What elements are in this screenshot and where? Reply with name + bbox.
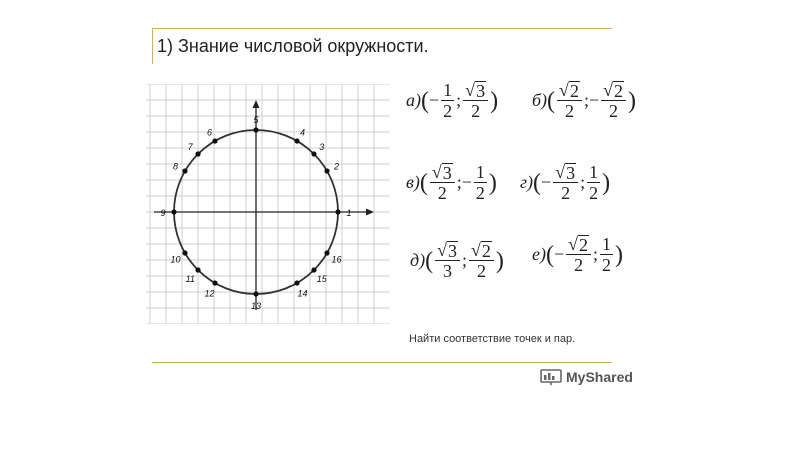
circle-point-label: 1 [346,208,352,218]
pair-g-y-num: 1 [589,162,599,182]
circle-point-label: 10 [170,254,181,265]
pair-a-x-num: 1 [443,80,453,100]
paren-close: ) [628,87,636,114]
slide-title: 1) Знание числовой окружности. [157,36,429,56]
pair-d [410,240,504,281]
pair-g-x-num-wrap [553,162,578,183]
circle-point-9 [171,209,176,214]
sqrt-icon: √ [555,162,566,182]
graph-paper-grid [146,84,390,324]
circle-point-label: 14 [297,288,308,299]
paren-close: ) [488,169,497,196]
circle-point-label: 2 [334,161,340,172]
pair-b-y-sign: − [588,90,600,110]
paren-open: ( [419,169,428,196]
circle-point-8 [182,168,187,173]
circle-point-5 [253,127,258,132]
pair-e-y [600,234,613,275]
pair-a [406,80,498,121]
circle-point-13 [253,291,258,296]
paren-open: ( [421,87,429,114]
pair-g-label: г) [520,172,534,192]
circle-point-7 [195,151,200,156]
pair-a-y [463,80,488,121]
circle-point-2 [324,168,329,173]
separator: ; [456,90,462,110]
pair-v-y-sign: − [461,172,472,192]
pair-d-x-den: 3 [443,261,453,281]
pair-v-x [430,162,455,203]
sqrt-icon: √ [603,80,613,100]
circle-point-6 [212,138,217,143]
circle-point-label: 11 [185,273,195,284]
circle-point-4 [294,138,299,143]
paren-open: ( [533,169,542,196]
sqrt-icon: √ [431,162,442,182]
circle-point-label: 6 [206,127,213,138]
pair-g-x-num: 3 [566,163,576,183]
separator: ; [593,244,599,264]
pair-a-x [441,80,454,121]
circle-point-label: 12 [204,288,215,299]
circle-point-label: 7 [187,142,193,153]
circle-point-label: 8 [172,161,178,172]
pair-d-y-num: 2 [481,241,491,261]
pair-d-x-num: 3 [448,241,457,261]
pair-e [532,234,623,275]
pair-e-x-num: 2 [579,235,589,255]
top-rule [152,28,612,29]
circle-point-label: 15 [316,273,327,284]
circle-point-10 [182,250,187,255]
pair-v-y [474,162,487,203]
pair-d-y-num-wrap [469,240,494,261]
pair-a-y-num-wrap [463,80,488,101]
pair-g-x-den: 2 [561,183,571,203]
sqrt-icon: √ [465,80,476,100]
pair-d-x-num-wrap [435,240,460,261]
pair-e-label: е) [532,244,546,264]
pair-g-y-den: 2 [589,183,599,203]
pair-a-y-den: 2 [471,101,481,121]
bottom-rule [152,362,612,363]
task-text: Найти соответствие точек и пар. [409,333,576,345]
pair-v-y-num: 1 [475,162,485,182]
circle-point-11 [195,267,200,272]
myshared-logo[interactable] [540,368,633,386]
paren-open: ( [547,87,556,114]
pair-d-y [469,240,494,281]
number-circle [146,84,390,324]
pair-b-y-den: 2 [609,101,619,121]
circle-point-label: 13 [250,301,262,311]
pair-g-y [587,162,600,203]
pair-v-y-den: 2 [475,183,485,203]
pair-d-x [435,240,460,281]
paren-close: ) [602,169,611,196]
separator: ; [583,90,589,110]
pair-b-y-num: 2 [614,81,623,101]
circle-point-label: 9 [160,208,166,218]
paren-open: ( [425,247,434,274]
circle-point-label: 4 [299,127,306,138]
circle-point-16 [324,250,329,255]
pair-b [532,80,636,121]
paren-close: ) [490,87,499,114]
sqrt-icon: √ [568,234,579,254]
pair-e-x [566,234,591,275]
circle-point-15 [311,267,316,272]
pair-b-x-num: 2 [569,81,579,101]
pair-v-x-den: 2 [437,183,447,203]
pair-b-x-num-wrap [557,80,582,101]
sqrt-icon: √ [559,80,569,100]
pair-v-x-num: 3 [442,163,452,183]
pair-d-label: д) [410,250,426,270]
pair-b-x-den: 2 [564,101,574,121]
pair-a-y-num: 3 [476,81,486,101]
circle-point-1 [335,209,340,214]
pair-a-x-den: 2 [443,101,453,121]
circle-point-label: 16 [331,254,342,265]
paren-close: ) [615,241,624,268]
number-circle-figure [146,84,390,324]
presentation-icon [540,368,562,386]
paren-close: ) [495,247,504,274]
pair-b-y-num-wrap [601,80,626,101]
separator: ; [462,250,468,270]
pair-g-x [553,162,578,203]
pair-a-x-sign: − [429,90,440,110]
sqrt-icon: √ [471,240,481,260]
title-rule [152,28,153,64]
sqrt-icon: √ [437,240,447,260]
pair-e-x-den: 2 [574,255,584,275]
x-axis-arrow [366,209,374,216]
pair-g [520,162,610,203]
pair-g-x-sign: − [541,172,552,192]
pair-b-label: б) [532,90,548,110]
pair-a-label: а) [406,90,421,110]
circle-point-label: 5 [253,115,259,125]
pair-e-x-sign: − [553,244,565,264]
circle-point-3 [311,151,316,156]
logo-text: MyShared [566,369,633,385]
pair-v-label: в) [406,172,420,192]
circle-point-14 [294,280,299,285]
circle-point-label: 3 [319,142,325,153]
pair-e-x-num-wrap [566,234,591,255]
paren-open: ( [545,241,554,268]
pair-v-x-num-wrap [430,162,455,183]
pair-b-y [601,80,626,121]
pair-d-y-den: 2 [476,261,486,281]
pair-e-y-den: 2 [602,255,612,275]
circle-point-12 [212,280,217,285]
separator: ; [580,172,586,192]
y-axis-arrow [253,100,260,108]
separator: ; [456,172,462,192]
pair-e-y-num: 1 [602,234,612,254]
pair-b-x [557,80,582,121]
pair-v [406,162,497,203]
